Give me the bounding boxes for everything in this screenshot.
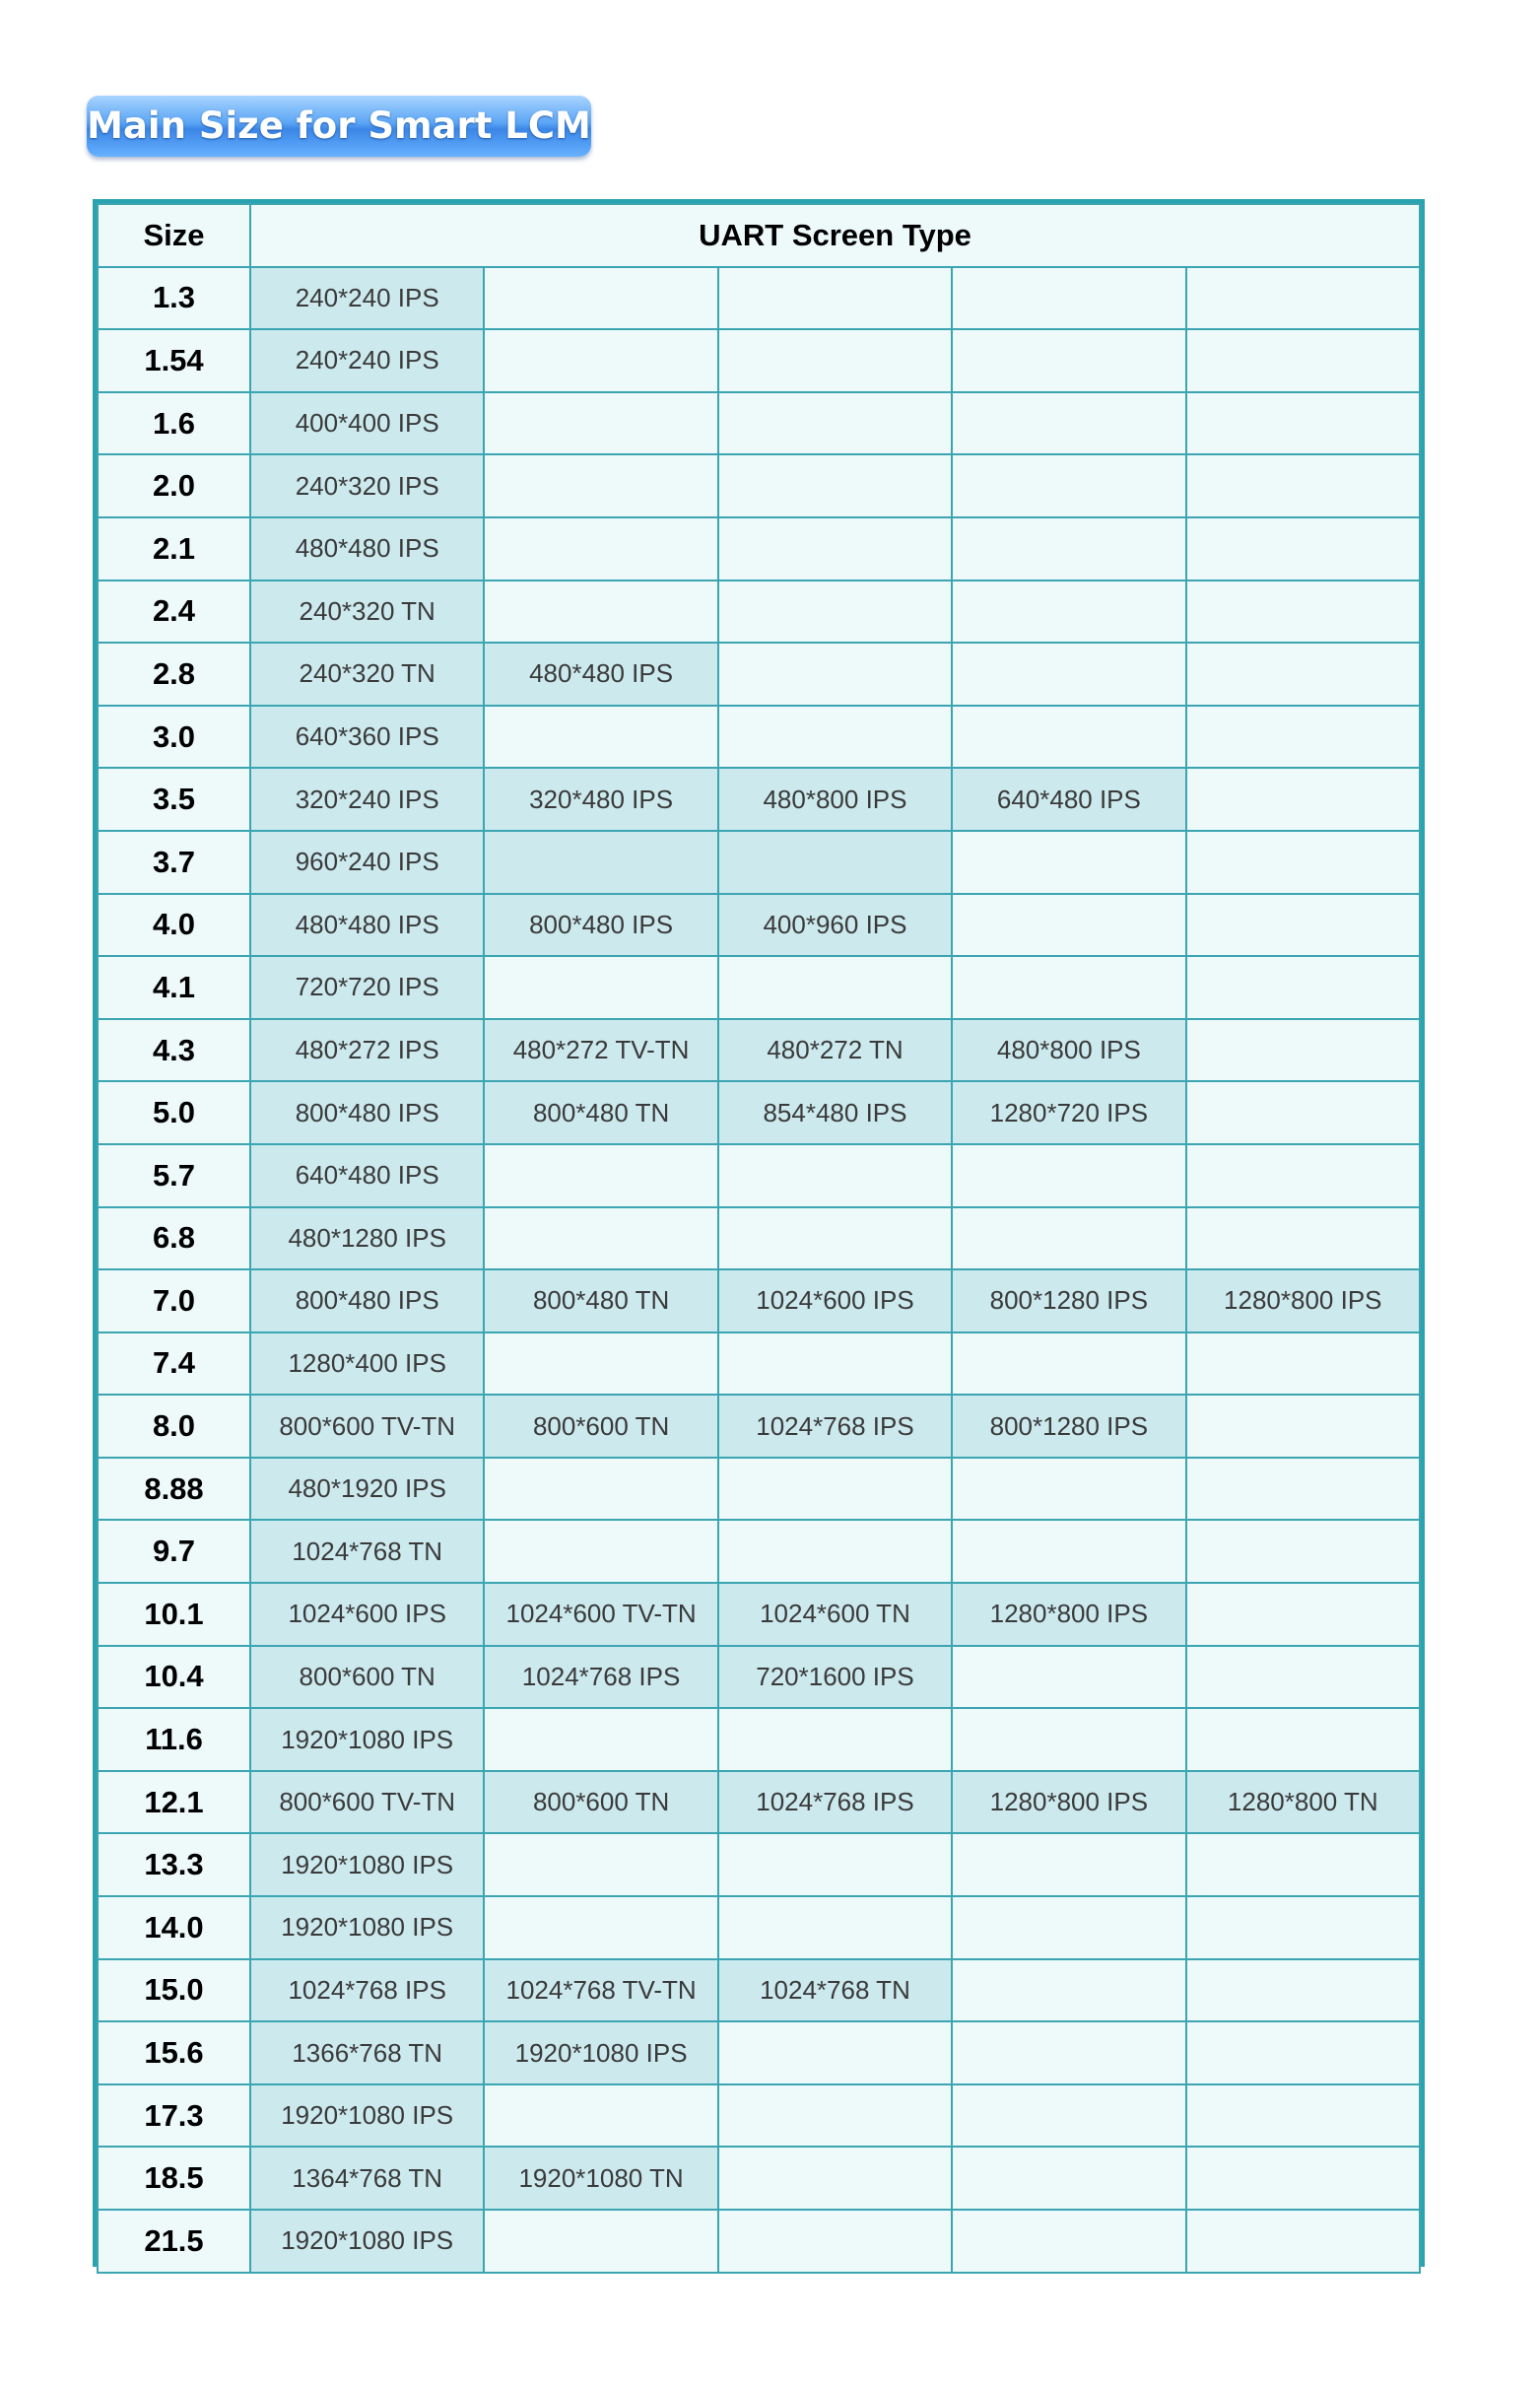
screen-type-cell (484, 1332, 717, 1396)
screen-type-cell (484, 1458, 717, 1521)
screen-type-cell: 240*320 TN (250, 643, 484, 706)
size-column-header: Size (98, 204, 250, 267)
table-row (98, 1646, 1420, 1709)
screen-type-cell (952, 831, 1185, 894)
table-row (98, 329, 1420, 392)
screen-type-cell: 1920*1080 IPS (250, 1896, 484, 1959)
size-cell: 12.1 (98, 1771, 250, 1834)
screen-type-cell: 480*800 IPS (952, 1019, 1185, 1082)
screen-type-cell: 720*720 IPS (250, 956, 484, 1019)
screen-type-cell: 480*800 IPS (718, 768, 952, 831)
screen-type-cell (952, 1896, 1185, 1959)
table-row (98, 267, 1420, 330)
table-row (98, 1520, 1420, 1583)
screen-type-cell: 1024*768 TN (718, 1959, 952, 2022)
screen-type-cell: 800*480 TN (484, 1081, 717, 1144)
screen-type-cell (718, 1332, 952, 1396)
size-cell: 10.4 (98, 1646, 250, 1709)
size-cell: 4.3 (98, 1019, 250, 1082)
screen-type-cell (484, 706, 717, 769)
screen-type-cell (1186, 643, 1420, 706)
screen-type-cell (1186, 1646, 1420, 1709)
screen-type-cell: 1920*1080 TN (484, 2147, 717, 2210)
size-cell: 2.1 (98, 517, 250, 580)
screen-type-cell (1186, 267, 1420, 330)
table-row (98, 894, 1420, 957)
screen-type-cell (1186, 894, 1420, 957)
table-row (98, 1959, 1420, 2022)
screen-type-cell: 640*480 IPS (250, 1144, 484, 1207)
screen-type-cell (1186, 1019, 1420, 1082)
screen-type-cell (1186, 2021, 1420, 2084)
screen-type-cell (1186, 1708, 1420, 1771)
screen-type-cell: 480*1920 IPS (250, 1458, 484, 1521)
screen-type-cell (952, 329, 1185, 392)
size-cell: 8.0 (98, 1395, 250, 1458)
screen-type-cell (718, 2147, 952, 2210)
screen-type-cell (1186, 1207, 1420, 1270)
screen-type-cell (952, 2210, 1185, 2273)
screen-type-cell: 800*480 IPS (484, 894, 717, 957)
size-cell: 4.1 (98, 956, 250, 1019)
screen-type-cell: 800*1280 IPS (952, 1269, 1185, 1332)
screen-type-cell (484, 267, 717, 330)
screen-type-cell: 1280*800 IPS (952, 1583, 1185, 1646)
screen-type-cell (718, 1896, 952, 1959)
screen-type-cell: 240*240 IPS (250, 329, 484, 392)
screen-type-cell: 1024*600 IPS (718, 1269, 952, 1332)
screen-type-cell (1186, 1144, 1420, 1207)
page-title: Main Size for Smart LCM (87, 96, 591, 157)
screen-type-cell: 1024*600 TV-TN (484, 1583, 717, 1646)
size-cell: 4.0 (98, 894, 250, 957)
table-row (98, 1332, 1420, 1396)
table-row (98, 1144, 1420, 1207)
screen-type-cell (952, 1959, 1185, 2022)
screen-type-cell (718, 454, 952, 517)
screen-type-cell (718, 517, 952, 580)
screen-type-cell (484, 2210, 717, 2273)
screen-type-cell (718, 580, 952, 644)
table-row (98, 392, 1420, 455)
screen-type-cell (484, 1207, 717, 1270)
table-row (98, 768, 1420, 831)
screen-type-cell (718, 2210, 952, 2273)
screen-type-cell (484, 831, 717, 894)
size-cell: 11.6 (98, 1708, 250, 1771)
size-cell: 15.6 (98, 2021, 250, 2084)
screen-type-cell: 800*480 TN (484, 1269, 717, 1332)
screen-type-cell (718, 956, 952, 1019)
screen-type-cell: 1280*400 IPS (250, 1332, 484, 1396)
screen-type-cell (484, 2084, 717, 2148)
size-cell: 7.4 (98, 1332, 250, 1396)
table-row (98, 956, 1420, 1019)
size-cell: 5.7 (98, 1144, 250, 1207)
screen-type-cell (718, 831, 952, 894)
screen-type-cell: 400*960 IPS (718, 894, 952, 957)
screen-type-cell (952, 1833, 1185, 1896)
screen-type-cell (952, 1144, 1185, 1207)
screen-type-cell (952, 1520, 1185, 1583)
screen-type-cell: 1920*1080 IPS (484, 2021, 717, 2084)
screen-type-cell (952, 706, 1185, 769)
screen-type-cell (952, 2084, 1185, 2148)
size-cell: 8.88 (98, 1458, 250, 1521)
screen-type-cell (718, 1833, 952, 1896)
table-row (98, 1708, 1420, 1771)
screen-type-cell: 640*360 IPS (250, 706, 484, 769)
screen-type-cell: 800*600 TV-TN (250, 1771, 484, 1834)
size-cell: 6.8 (98, 1207, 250, 1270)
size-cell: 10.1 (98, 1583, 250, 1646)
size-cell: 7.0 (98, 1269, 250, 1332)
screen-type-cell (952, 643, 1185, 706)
table-row (98, 831, 1420, 894)
screen-type-cell (1186, 768, 1420, 831)
table-row (98, 2021, 1420, 2084)
screen-type-cell: 1920*1080 IPS (250, 2210, 484, 2273)
screen-type-cell: 240*320 TN (250, 580, 484, 644)
screen-type-cell (952, 1646, 1185, 1709)
screen-type-cell (1186, 1833, 1420, 1896)
screen-type-cell (1186, 1458, 1420, 1521)
screen-type-cell (952, 392, 1185, 455)
size-cell: 17.3 (98, 2084, 250, 2148)
screen-type-cell (718, 706, 952, 769)
screen-type-cell (484, 392, 717, 455)
screen-type-cell: 480*272 IPS (250, 1019, 484, 1082)
table-row (98, 454, 1420, 517)
table-row (98, 1583, 1420, 1646)
table-row (98, 517, 1420, 580)
screen-type-cell (718, 2084, 952, 2148)
screen-type-cell (1186, 1583, 1420, 1646)
screen-type-cell: 1280*800 TN (1186, 1771, 1420, 1834)
screen-type-cell (484, 956, 717, 1019)
size-cell: 18.5 (98, 2147, 250, 2210)
screen-type-cell (484, 1896, 717, 1959)
size-cell: 1.3 (98, 267, 250, 330)
screen-type-cell: 800*600 TN (484, 1771, 717, 1834)
screen-type-cell (1186, 2210, 1420, 2273)
screen-type-cell (718, 643, 952, 706)
screen-type-cell (1186, 2147, 1420, 2210)
size-cell: 2.0 (98, 454, 250, 517)
screen-type-cell: 1364*768 TN (250, 2147, 484, 2210)
screen-type-cell: 1920*1080 IPS (250, 1833, 484, 1896)
screen-type-cell (1186, 580, 1420, 644)
table-row (98, 1081, 1420, 1144)
screen-type-cell: 320*480 IPS (484, 768, 717, 831)
table-row (98, 1896, 1420, 1959)
screen-type-cell: 1024*768 IPS (484, 1646, 717, 1709)
screen-type-cell (484, 1144, 717, 1207)
screen-type-cell (1186, 517, 1420, 580)
size-cell: 9.7 (98, 1520, 250, 1583)
screen-type-cell: 480*1280 IPS (250, 1207, 484, 1270)
screen-type-cell: 480*480 IPS (250, 894, 484, 957)
screen-type-cell (484, 580, 717, 644)
table-row (98, 1269, 1420, 1332)
size-cell: 3.7 (98, 831, 250, 894)
screen-type-cell: 1024*768 TN (250, 1520, 484, 1583)
screen-type-cell: 400*400 IPS (250, 392, 484, 455)
screen-type-cell (718, 1144, 952, 1207)
screen-type-cell (952, 1332, 1185, 1396)
table-body (98, 267, 1420, 2273)
screen-type-cell: 1024*600 TN (718, 1583, 952, 1646)
screen-type-cell: 480*272 TN (718, 1019, 952, 1082)
table-row (98, 2210, 1420, 2273)
screen-type-cell (952, 517, 1185, 580)
screen-type-cell (1186, 831, 1420, 894)
screen-type-cell (1186, 706, 1420, 769)
size-cell: 1.54 (98, 329, 250, 392)
table-row (98, 1771, 1420, 1834)
screen-type-cell: 800*600 TN (484, 1395, 717, 1458)
screen-type-cell: 480*480 IPS (484, 643, 717, 706)
table-header-row (98, 204, 1420, 267)
screen-type-cell (952, 894, 1185, 957)
screen-type-cell (952, 956, 1185, 1019)
screen-type-cell: 1024*600 IPS (250, 1583, 484, 1646)
screen-type-cell: 800*1280 IPS (952, 1395, 1185, 1458)
screen-type-cell: 1920*1080 IPS (250, 1708, 484, 1771)
screen-type-cell: 960*240 IPS (250, 831, 484, 894)
screen-type-cell (484, 1520, 717, 1583)
size-cell: 5.0 (98, 1081, 250, 1144)
screen-type-table (97, 203, 1421, 2274)
screen-type-cell: 854*480 IPS (718, 1081, 952, 1144)
size-cell: 13.3 (98, 1833, 250, 1896)
uart-screen-type-header: UART Screen Type (250, 204, 1420, 267)
screen-type-cell: 480*480 IPS (250, 517, 484, 580)
size-cell: 21.5 (98, 2210, 250, 2273)
screen-type-cell (952, 1207, 1185, 1270)
table-row (98, 2147, 1420, 2210)
screen-type-cell (718, 1708, 952, 1771)
screen-type-cell (1186, 1520, 1420, 1583)
screen-type-cell (952, 2021, 1185, 2084)
screen-type-cell (952, 454, 1185, 517)
screen-type-cell: 240*320 IPS (250, 454, 484, 517)
screen-type-cell (1186, 329, 1420, 392)
size-cell: 14.0 (98, 1896, 250, 1959)
screen-type-cell: 1024*768 IPS (250, 1959, 484, 2022)
table-row (98, 643, 1420, 706)
screen-type-cell (952, 1708, 1185, 1771)
screen-type-cell: 800*480 IPS (250, 1081, 484, 1144)
screen-type-cell: 1024*768 IPS (718, 1395, 952, 1458)
screen-type-cell (1186, 2084, 1420, 2148)
screen-type-cell (484, 517, 717, 580)
screen-type-cell: 800*600 TV-TN (250, 1395, 484, 1458)
screen-type-cell: 1366*768 TN (250, 2021, 484, 2084)
screen-type-cell (1186, 1332, 1420, 1396)
screen-type-cell (484, 1708, 717, 1771)
screen-type-cell (484, 329, 717, 392)
screen-type-cell (1186, 1959, 1420, 2022)
size-cell: 2.8 (98, 643, 250, 706)
screen-type-cell: 1024*768 IPS (718, 1771, 952, 1834)
screen-type-cell: 1280*720 IPS (952, 1081, 1185, 1144)
table-row (98, 1207, 1420, 1270)
table-row (98, 1458, 1420, 1521)
screen-type-cell (952, 267, 1185, 330)
screen-type-cell (1186, 454, 1420, 517)
table-row (98, 1833, 1420, 1896)
size-cell: 2.4 (98, 580, 250, 644)
table-row (98, 1019, 1420, 1082)
screen-type-cell: 1280*800 IPS (1186, 1269, 1420, 1332)
screen-type-cell: 1280*800 IPS (952, 1771, 1185, 1834)
screen-type-cell: 800*600 TN (250, 1646, 484, 1709)
screen-type-cell (718, 267, 952, 330)
screen-type-cell: 480*272 TV-TN (484, 1019, 717, 1082)
table-row (98, 580, 1420, 644)
screen-type-cell (718, 329, 952, 392)
screen-type-cell: 800*480 IPS (250, 1269, 484, 1332)
table-row (98, 1395, 1420, 1458)
screen-type-cell (952, 580, 1185, 644)
size-cell: 15.0 (98, 1959, 250, 2022)
screen-type-cell: 1024*768 TV-TN (484, 1959, 717, 2022)
screen-type-cell (1186, 956, 1420, 1019)
screen-type-cell (952, 1458, 1185, 1521)
screen-type-cell: 720*1600 IPS (718, 1646, 952, 1709)
size-cell: 3.0 (98, 706, 250, 769)
screen-type-cell (484, 454, 717, 517)
lcm-size-table (93, 199, 1425, 2267)
screen-type-cell (1186, 1896, 1420, 1959)
screen-type-cell (718, 1520, 952, 1583)
table-row (98, 706, 1420, 769)
screen-type-cell: 240*240 IPS (250, 267, 484, 330)
screen-type-cell: 1920*1080 IPS (250, 2084, 484, 2148)
screen-type-cell (718, 1458, 952, 1521)
screen-type-cell (952, 2147, 1185, 2210)
table-row (98, 2084, 1420, 2148)
size-cell: 3.5 (98, 768, 250, 831)
screen-type-cell (1186, 1081, 1420, 1144)
screen-type-cell (484, 1833, 717, 1896)
screen-type-cell: 320*240 IPS (250, 768, 484, 831)
screen-type-cell (718, 392, 952, 455)
screen-type-cell (718, 2021, 952, 2084)
screen-type-cell (1186, 1395, 1420, 1458)
screen-type-cell: 640*480 IPS (952, 768, 1185, 831)
size-cell: 1.6 (98, 392, 250, 455)
screen-type-cell (1186, 392, 1420, 455)
screen-type-cell (718, 1207, 952, 1270)
